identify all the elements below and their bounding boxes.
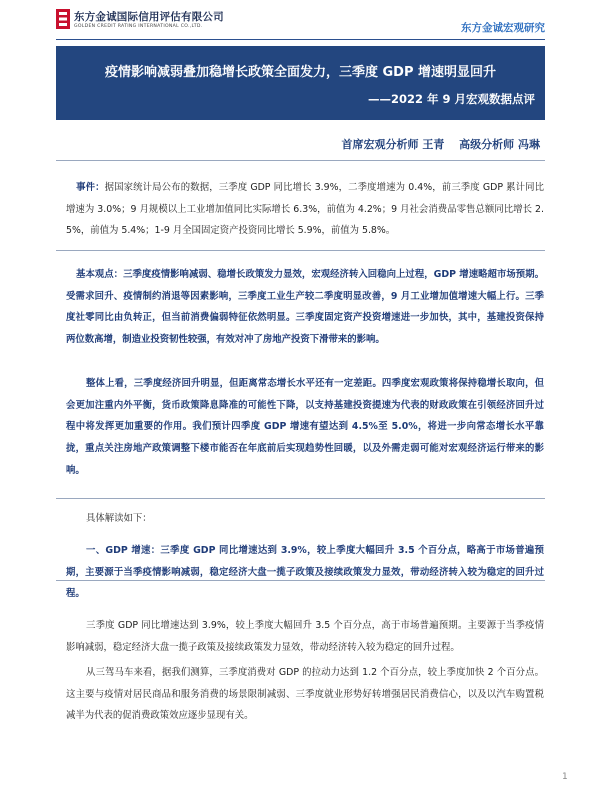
event-paragraph xyxy=(66,177,544,242)
page-number: 1 xyxy=(562,772,568,782)
detail-intro: 具体解读如下： xyxy=(86,513,152,524)
basic-view-label: 基本观点： xyxy=(76,269,124,280)
header-divider xyxy=(56,39,545,40)
basic-view-paragraph xyxy=(66,264,544,351)
title-banner xyxy=(56,46,545,120)
basic-view-paragraph-2: 整体上看，三季度经济回升明显，但距离常态增长水平还有一定差距。四季度宏观政策将保持稳增长取向，但会更加注重内外平衡，货币政策降息降准的可能性下降，以支持基建投资提速为代表的财政政策在引领经济回升过程中将发挥更加重要的作用。我们预计四季度 GDP 增速有望达到 4.5%至 5.0%，将进一步向常态增长水平靠拢，重点关注房地产政策调整下楼市能否在年底前后实现趋势性回暖，以及外需走弱可能对宏观经济运行带来的影响。 xyxy=(66,378,544,476)
authors-line: 首席宏观分析师 王青 高级分析师 冯琳 xyxy=(341,138,540,151)
report-subtitle: ——2022 年 9 月宏观数据点评 xyxy=(367,92,535,106)
section1-paragraph-1: 三季度 GDP 同比增速达到 3.9%，较上季度大幅回升 3.5 个百分点，高于市场普遍预期。主要源于当季疫情影响减弱，稳定经济大盘一揽子政策及接续政策发力显效，带动经济转入较为稳定的回升过程。 xyxy=(66,620,544,653)
section-divider xyxy=(56,160,545,161)
event-text: 据国家统计局公布的数据，三季度 GDP 同比增长 3.9%，二季度增速为 0.4%，前三季度 GDP 累计同比增速为 3.0%；9 月规模以上工业增加值同比实际增长 6.3%，前值为 4.2%；9 月社会消费品零售总额同比增长 2.5%，前值为 5.4%；1-9 月全国固定资产投资同比增长 5.9%，前值为 5.8%。 xyxy=(66,182,544,237)
company-name-english: GOLDEN CREDIT RATING INTERNATIONAL CO.,LTD. xyxy=(74,24,203,29)
section1-paragraph-2: 从三驾马车来看，据我们测算，三季度消费对 GDP 的拉动力达到 1.2 个百分点，较上季度加快 2 个百分点。这主要与疫情对居民商品和服务消费的场景限制减弱、三季度就业形势好转增强居民消费信心，以及以汽车购置税减半为代表的促消费政策效应逐步显现有关。 xyxy=(66,667,544,722)
event-label: 事件： xyxy=(76,182,105,193)
section1-heading: 一、GDP 增速：三季度 GDP 同比增速达到 3.9%，较上季度大幅回升 3.5 个百分点，略高于市场普遍预期，主要源于当季疫情影响减弱，稳定经济大盘一揽子政策及接续政策发力显效，带动经济转入较为稳定的回升过程。 xyxy=(66,545,544,600)
section-divider xyxy=(56,498,545,499)
company-name: 东方金诚国际信用评估有限公司 xyxy=(74,11,224,23)
report-series-title: 东方金诚宏观研究 xyxy=(461,22,545,34)
section-divider xyxy=(56,250,545,251)
page-header xyxy=(0,0,600,46)
section-divider xyxy=(56,580,545,581)
company-logo-icon xyxy=(56,9,70,29)
basic-view-text: 三季度疫情影响减弱、稳增长政策发力显效，宏观经济转入回稳向上过程，GDP 增速略超市场预期。受需求回升、疫情制约消退等因素影响，三季度工业生产较二季度明显改善，9 月工业增加值增速大幅上行。三季度社零同比由负转正，但当前消费偏弱特征依然明显。三季度固定资产投资增速进一步加快，其中，基建投资保持两位数高增，制造业投资韧性较强，有效对冲了房地产投资下滑带来的影响。 xyxy=(66,269,544,346)
report-title: 疫情影响减弱叠加稳增长政策全面发力，三季度 GDP 增速明显回升 xyxy=(104,65,497,80)
